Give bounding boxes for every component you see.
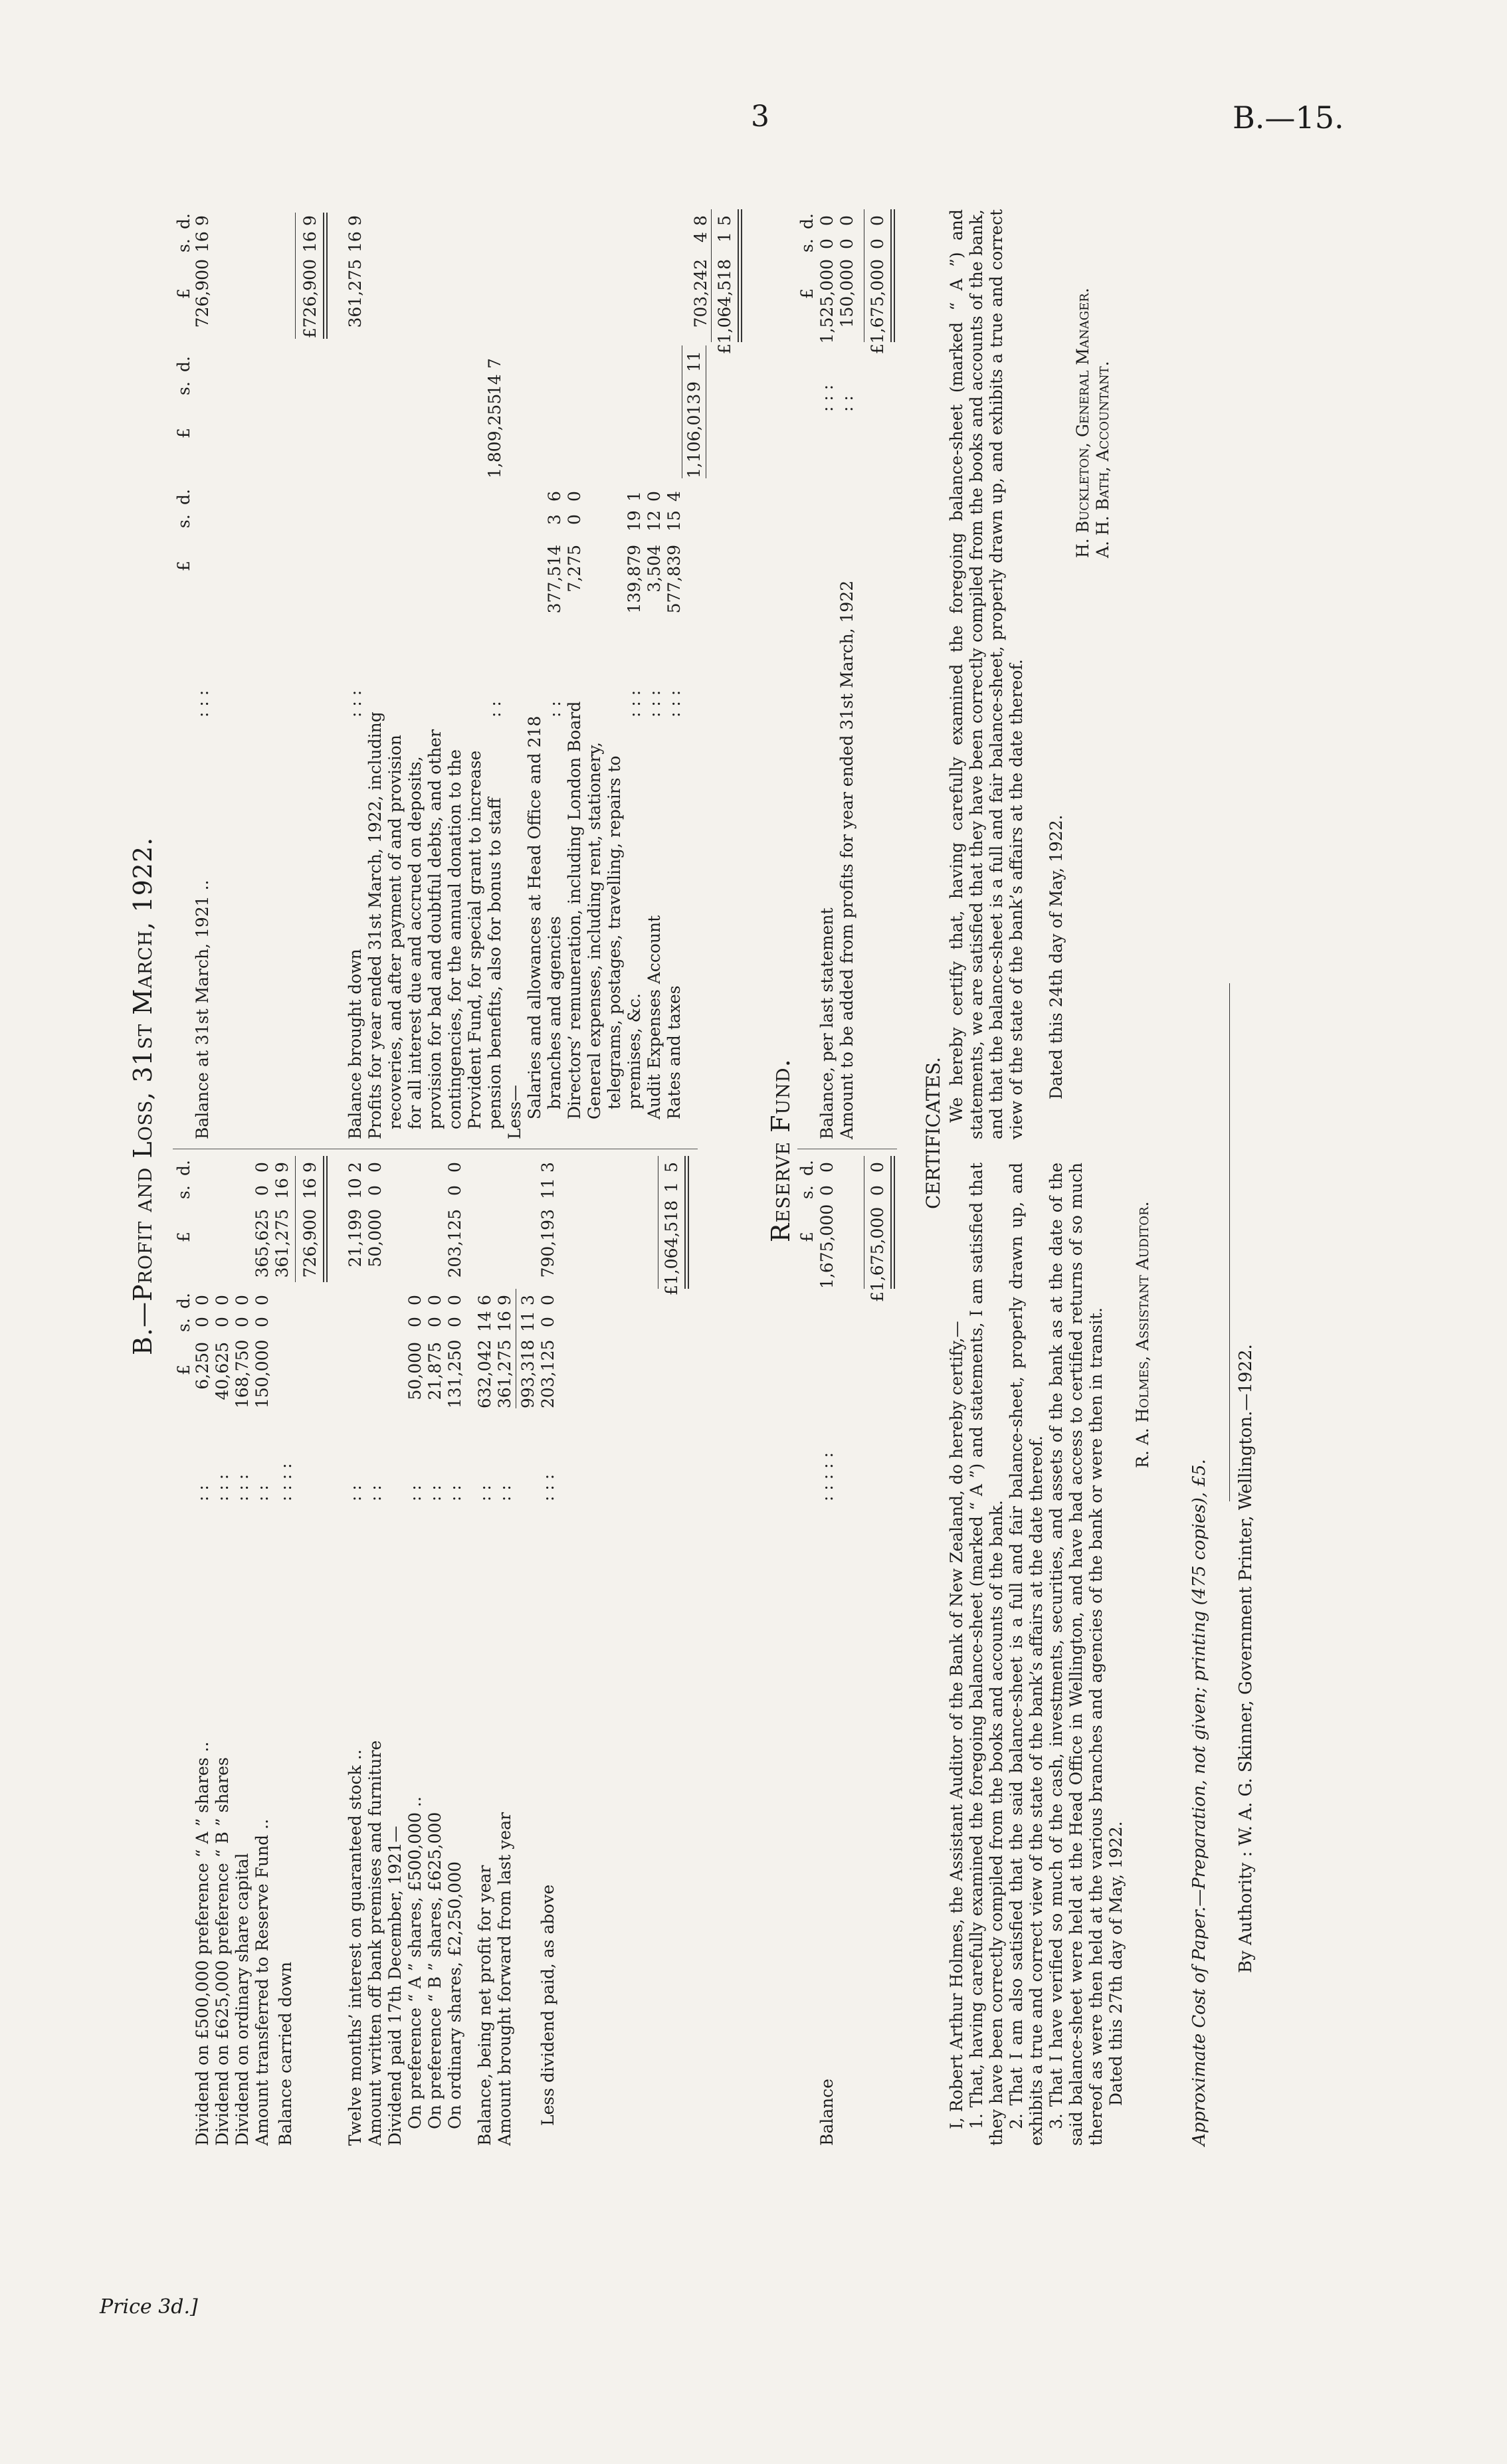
certificate-paragraph: I, Robert Arthur Holmes, the Assistant Auditor of the Bank of New Zealand, do hereby certify,— [947,1321,966,2129]
amount-shillings: 0 [445,1317,464,1327]
amount-pence: 4 [664,491,684,502]
row-label: Audit Expenses Account [645,915,664,1119]
amount-pence: 0 [445,1295,464,1305]
amount-pounds: £1,675,000 [868,1206,887,1302]
leader-dots: : : [475,1485,494,1501]
col-head-shillings: s. [174,381,193,395]
col-head-pence: d. [174,1293,193,1309]
leader-dots: : : : [346,690,365,717]
amount-pence: 0 [233,1295,252,1305]
row-label: Amount written off bank premises and furniture [365,1740,385,2146]
amount-shillings: 14 [475,1311,494,1332]
total-rule [894,209,895,342]
row-label: Balance carried down [276,1961,295,2146]
leader-dots: : : [545,701,564,717]
amount-pounds: 361,275 [495,1339,514,1408]
amount-pence: 5 [715,215,734,226]
row-label: Dividend on £500,000 preference “ A ” shares .. [193,1741,212,2146]
amount-shillings: 0 [565,514,584,525]
amount-shillings: 1 [662,1182,681,1192]
col-head-pence: d. [797,213,817,229]
amount-shillings: 0 [213,1317,232,1327]
amount-pence: 9 [193,215,212,226]
amount-pence: 11 [684,351,704,372]
row-label: Amount to be added from profits for year ended 31st March, 1922 [837,580,856,1139]
amount-shillings: 0 [252,1185,272,1196]
amount-shillings: 12 [645,510,664,531]
total-rule [688,1156,689,1289]
leader-dots: : : [346,1485,365,1501]
printer-imprint: By Authority : W. A. G. Skinner, Government Printer, Wellington.—1922. [1236,1344,1256,1973]
sum-rule [295,213,296,339]
row-label: On preference “ A ” shares, £500,000 .. [405,1796,425,2129]
reserve-fund-title: Reserve Fund. [766,1058,795,1242]
leader-dots: : : : [645,690,664,717]
leader-dots: : : [365,1485,385,1501]
amount-shillings: 10 [346,1178,365,1199]
signature-buckleton: H. Buckleton, General Manager. [1073,288,1092,558]
leader-dots: : : : [233,1473,252,1501]
amount-pence: 3 [518,1295,538,1305]
leader-dots: : : : : : [817,1452,837,1501]
amount-shillings: 0 [837,238,856,249]
amount-pence: 9 [495,1295,514,1305]
leader-dots: : : [425,1485,445,1501]
row-label: Dividend on £625,000 preference “ B ” shares [213,1757,232,2146]
sum-rule [295,1156,296,1282]
amount-pounds: 131,250 [445,1339,464,1408]
profits-line: provision for bad and doubtful debts, and other [425,729,445,1129]
amount-shillings: 9 [684,381,704,392]
amount-shillings: 19 [625,510,644,531]
total-rule [326,1156,328,1282]
amount-pounds: £726,900 [300,259,320,339]
row-label: premises, &c. [625,993,644,1109]
leader-dots: : : : [664,690,684,717]
row-label: branches and agencies [545,915,564,1109]
amount-pence: 1 [625,491,644,502]
amount-pounds: 632,042 [475,1339,494,1408]
total-rule [326,213,328,339]
amount-pounds: £1,064,518 [715,259,734,355]
certificate-date: Dated this 24th day of May, 1922. [1047,814,1066,1099]
amount-shillings: 16 [300,1178,320,1199]
total-rule [894,1156,895,1289]
row-label: Balance [817,2078,837,2146]
amount-pounds: 50,000 [365,1209,385,1268]
document-reference: B.—15. [1233,100,1344,136]
amount-pounds: 6,250 [193,1342,212,1390]
col-head-shillings: s. [797,1185,817,1199]
col-head-pence: d. [174,489,193,505]
page-title: B.—Profit and Loss, 31st March, 1922. [128,836,157,1355]
col-head-pounds: £ [797,1232,817,1242]
amount-pence: 0 [213,1295,232,1305]
total-rule [684,1156,686,1289]
amount-pence: 0 [252,1295,272,1305]
amount-pence: 0 [538,1295,557,1305]
amount-shillings: 0 [252,1317,272,1327]
amount-pounds: 1,675,000 [817,1204,837,1289]
amount-pounds: 703,242 [691,259,710,328]
amount-pence: 6 [545,491,564,502]
row-label: Twelve months’ interest on guaranteed stock .. [346,1749,365,2146]
less-label: Less— [505,1084,524,1139]
row-label: Less dividend paid, as above [538,1884,557,2126]
col-head-pence: d. [797,1160,817,1176]
cost-of-paper-note: Approximate Cost of Paper.—Preparation, not given; printing (475 copies), £5. [1189,1459,1209,2146]
amount-pounds: 7,275 [565,545,584,593]
rotated-statement [106,73,1435,2166]
leader-dots: : : [485,701,504,717]
col-head-pounds: £ [797,288,817,299]
col-head-shillings: s. [174,1318,193,1332]
row-label: Directors’ remuneration, including London Board [565,701,584,1119]
total-rule [323,213,324,339]
row-label: Balance brought down [346,949,365,1139]
amount-pounds: 1,525,000 [817,259,837,344]
amount-shillings: 11 [518,1311,538,1332]
row-label: Balance, being net profit for year [475,1865,494,2146]
amount-shillings: 15 [664,510,684,531]
signature-holmes: R. A. Holmes, Assistant Auditor. [1133,1201,1152,1468]
col-head-pounds: £ [174,1232,193,1242]
leader-dots: : : [445,1485,464,1501]
amount-shillings: 0 [405,1317,425,1327]
amount-pence: 0 [565,491,584,502]
amount-shillings: 3 [545,514,564,525]
amount-pence: 8 [691,215,710,226]
certificate-date: Dated this 27th day of May, 1922. [1106,1821,1126,2106]
amount-shillings: 16 [495,1311,514,1332]
amount-shillings: 0 [538,1317,557,1327]
row-label: Dividend on ordinary share capital [233,1853,252,2146]
amount-shillings: 0 [193,1317,212,1327]
col-head-pence: d. [174,1160,193,1176]
amount-shillings: 16 [193,231,212,252]
amount-pence: 5 [662,1162,681,1173]
amount-shillings: 0 [868,1185,887,1196]
amount-shillings: 0 [817,1185,837,1196]
price-label: Price 3d.] [100,2295,198,2319]
leader-dots: : : [193,1485,212,1501]
amount-pence: 0 [405,1295,425,1305]
amount-shillings: 14 [485,374,504,395]
leader-dots: : : : : [276,1463,295,1501]
col-head-pounds: £ [174,1365,193,1375]
row-label: Balance, per last statement [817,907,837,1139]
profits-line: contingencies, for the annual donation to the [445,749,464,1129]
col-head-shillings: s. [174,1185,193,1199]
amount-pounds: 203,125 [445,1209,464,1278]
amount-shillings: 0 [233,1317,252,1327]
amount-shillings: 11 [538,1178,557,1199]
row-label: Amount brought forward from last year [495,1812,514,2146]
certificates-title: CERTIFICATES. [922,1057,944,1209]
amount-pounds: 21,875 [425,1342,445,1400]
amount-pence: 0 [252,1162,272,1173]
amount-pounds: £1,675,000 [868,259,887,355]
leader-dots: : : : [193,690,212,717]
leader-dots: : : [495,1485,514,1501]
amount-pounds: 377,514 [545,545,564,614]
profits-line: recoveries, and after payment of and provision [385,735,405,1129]
certificate-paragraph: We hereby certify that, having carefully examined the foregoing balance-sheet (marked “ A ”) and statements, we are satisfied that they have been correctly compiled from the books and accounts of the bank, and that the balance-sheet is a full and fair balance-sheet, properly drawn up, and exhibits a true and correct view of the state of the bank’s affairs at the date thereof. [947,209,1026,1139]
amount-pounds: 577,839 [664,545,684,614]
amount-pounds: 790,193 [538,1209,557,1278]
amount-pence: 0 [817,1162,837,1173]
row-label: Salaries and allowances at Head Office and 218 [525,715,544,1119]
row-label: Rates and taxes [664,985,684,1119]
row-label: Dividend paid 17th December, 1921— [385,1826,405,2146]
amount-pence: 0 [837,215,856,226]
row-label: Balance at 31st March, 1921 .. [193,880,212,1139]
amount-pence: 0 [365,1162,385,1173]
leader-dots: : : [405,1485,425,1501]
col-head-pence: d. [174,356,193,372]
amount-pence: 0 [868,215,887,226]
amount-pence: 3 [538,1162,557,1173]
amount-shillings: 0 [425,1317,445,1327]
amount-pounds: 1,809,255 [485,393,504,478]
profits-line: Provident Fund, for special grant to increase [465,750,484,1129]
amount-shillings: 0 [445,1185,464,1196]
profits-line: Profits for year ended 31st March, 1922, including [365,711,385,1139]
amount-pounds: 726,900 [193,259,212,328]
amount-pounds: 203,125 [538,1339,557,1408]
col-head-pounds: £ [174,561,193,571]
amount-pence: 9 [300,1162,320,1173]
amount-pounds: 3,504 [645,545,664,593]
row-label: On preference “ B ” shares, £625,000 [425,1812,445,2129]
amount-shillings: 16 [300,231,320,252]
footer-rule [1229,983,1230,1501]
amount-pounds: 365,625 [252,1209,272,1278]
certificate-paragraph: 2. That I am also satisfied that the said balance-sheet is a full and fair balance-sheet, properly drawn up, and exhibits a true and correct view of the state of the bank’s affairs at the date thereof. [1007,1163,1046,2146]
amount-pence: 0 [817,215,837,226]
sum-rule [711,209,712,342]
row-label: Amount transferred to Reserve Fund .. [252,1818,272,2146]
leader-dots: : : : [817,384,837,412]
amount-shillings: 4 [691,232,710,242]
amount-pounds: £1,064,518 [662,1200,681,1295]
col-head-pence: d. [174,213,193,229]
leader-dots: : : : [538,1473,557,1501]
total-rule [890,209,892,342]
amount-pence: 9 [272,1162,292,1173]
amount-pence: 7 [485,358,504,369]
amount-shillings: 16 [272,1178,292,1199]
amount-pounds: 50,000 [405,1342,425,1400]
amount-shillings: 0 [817,238,837,249]
amount-pence: 0 [445,1162,464,1173]
row-label: General expenses, including rent, stationery, [585,741,604,1119]
col-head-shillings: s. [174,238,193,252]
amount-pounds: 150,000 [252,1339,272,1408]
certificate-paragraph: 1. That, having carefully examined the foregoing balance-sheet (marked “ A ”) and statements, I am satisfied that they have been correctly compiled from the books and accounts of the bank. [967,1163,1006,2146]
amount-pence: 9 [346,215,365,226]
row-label: telegrams, postages, travelling, repairs to [605,755,624,1109]
amount-shillings: 0 [365,1185,385,1196]
amount-pounds: 993,318 [518,1339,538,1408]
amount-pounds: 40,625 [213,1342,232,1400]
amount-shillings: 16 [346,231,365,252]
col-head-pounds: £ [174,428,193,438]
amount-pounds: 1,106,013 [684,393,704,478]
signature-bath: A. H. Bath, Accountant. [1093,361,1112,558]
amount-pounds: 361,275 [272,1209,292,1278]
amount-pounds: 726,900 [300,1209,320,1278]
amount-pence: 0 [425,1295,445,1305]
total-rule [890,1156,892,1289]
amount-pounds: 361,275 [346,259,365,328]
row-label: On ordinary shares, £2,250,000 [445,1861,464,2129]
amount-pounds: 139,879 [625,545,644,614]
profits-line: pension benefits, also for bonus to staff [485,797,504,1129]
total-rule [741,209,742,342]
amount-shillings: 0 [868,238,887,249]
amount-shillings: 1 [715,232,734,242]
certificate-paragraph: 3. That I have verified so much of the cash, investments, securities, and assets of the bank as at the date of the said balance-sheet were held at the Head Office in Wellington, and have had access to certified returns of so much thereof as were then held at the various branches and agencies of the bank or were then in transit. [1047,1163,1106,2146]
total-rule [738,209,739,342]
col-head-shillings: s. [797,238,817,252]
col-head-pounds: £ [174,288,193,299]
amount-pence: 0 [193,1295,212,1305]
amount-pence: 0 [645,491,664,502]
amount-pounds: 150,000 [837,259,856,328]
leader-dots: : : [837,395,856,412]
leader-dots: : : : [625,690,644,717]
amount-pence: 2 [346,1162,365,1173]
total-rule [323,1156,324,1282]
col-head-shillings: s. [174,514,193,528]
profits-line: for all interest due and accrued on deposits, [405,756,425,1129]
page-number: 3 [751,100,769,134]
amount-pounds: 21,199 [346,1209,365,1268]
leader-dots: : : [252,1485,272,1501]
leader-dots: : : : [213,1473,232,1501]
amount-pence: 9 [300,215,320,226]
amount-pence: 0 [868,1162,887,1173]
amount-pounds: 168,750 [233,1339,252,1408]
amount-pence: 6 [475,1295,494,1305]
